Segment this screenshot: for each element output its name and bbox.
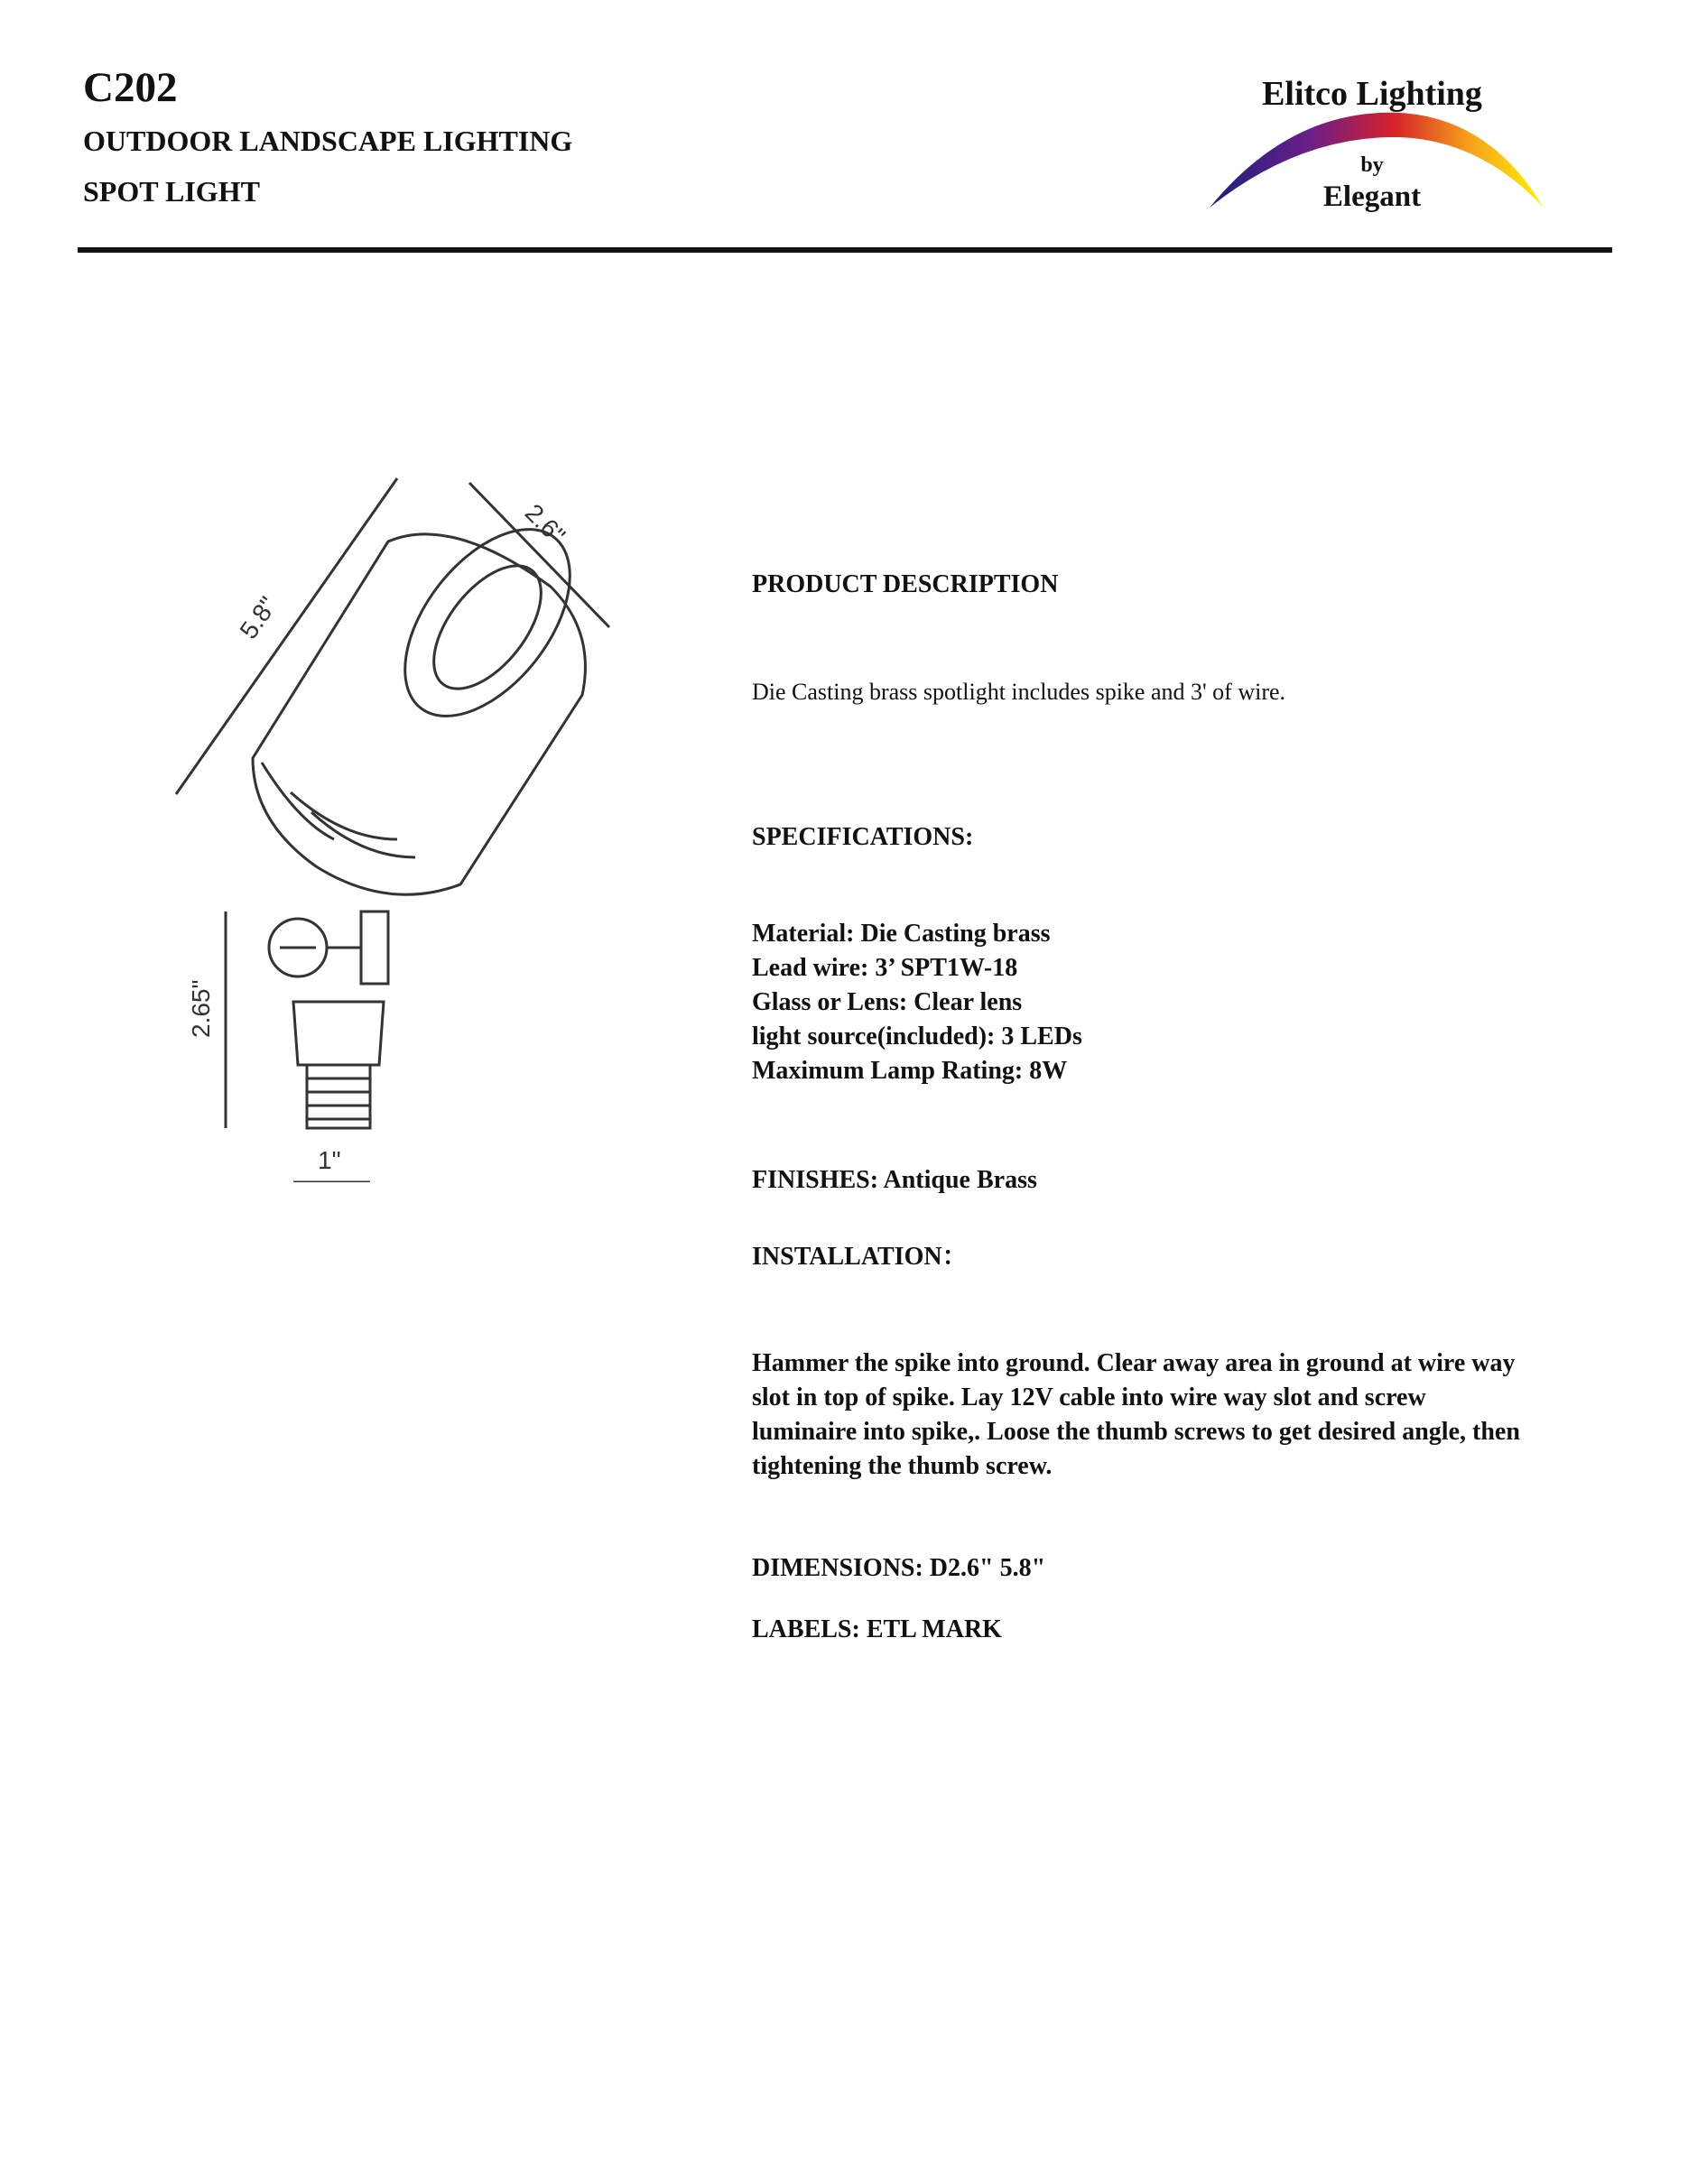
specifications-list	[752, 917, 1618, 1088]
spec-item: light source(included): 3 LEDs	[752, 1023, 1082, 1050]
installation-line: tightening the thumb screw.	[752, 1452, 1053, 1480]
installation-line: luminaire into spike,. Loose the thumb screws to get desired angle, then	[752, 1418, 1520, 1446]
labels: LABELS: ETL MARK	[752, 1615, 1002, 1643]
spotlight-drawing	[90, 460, 668, 1182]
vent-slot	[291, 792, 397, 839]
dimensions: DIMENSIONS: D2.6" 5.8"	[752, 1554, 1046, 1582]
spike-body	[293, 1002, 384, 1065]
spec-item: Material: Die Casting brass	[752, 920, 1051, 948]
installation-text	[752, 1346, 1618, 1484]
brand-name: Elitco Lighting	[1262, 75, 1482, 113]
dim-height-label: 2.65"	[187, 979, 215, 1038]
product-type: SPOT LIGHT	[83, 175, 260, 208]
product-description-text: Die Casting brass spotlight includes spike and 3' of wire.	[752, 679, 1286, 705]
spec-item: Glass or Lens: Clear lens	[752, 988, 1023, 1016]
product-category: OUTDOOR LANDSCAPE LIGHTING	[83, 125, 573, 157]
model-number: C202	[83, 64, 178, 111]
vent-slot	[262, 763, 334, 839]
installation-line: slot in top of spike. Lay 12V cable into wire way slot and screw	[752, 1384, 1426, 1411]
specifications-heading: SPECIFICATIONS:	[752, 823, 974, 851]
finishes: FINISHES: Antique Brass	[752, 1166, 1037, 1194]
dim-length-label: 5.8"	[234, 591, 283, 644]
installation-line: Hammer the spike into ground. Clear away area in ground at wire way	[752, 1349, 1516, 1377]
lens-inner	[413, 547, 562, 708]
dim-diameter-label: 2.6"	[519, 498, 571, 550]
dim-base-label: 1"	[318, 1146, 341, 1174]
spec-item: Lead wire: 3’ SPT1W-18	[752, 954, 1018, 982]
installation-heading: INSTALLATION：	[752, 1243, 968, 1271]
knuckle	[361, 912, 388, 984]
brand-by: by	[1360, 153, 1384, 177]
lamp-head	[253, 534, 585, 894]
spec-item: Maximum Lamp Rating: 8W	[752, 1057, 1068, 1085]
product-description-heading: PRODUCT DESCRIPTION	[752, 570, 1059, 598]
brand-maker: Elegant	[1322, 180, 1422, 213]
dim-line-length	[176, 478, 397, 794]
header-divider	[78, 247, 1612, 253]
